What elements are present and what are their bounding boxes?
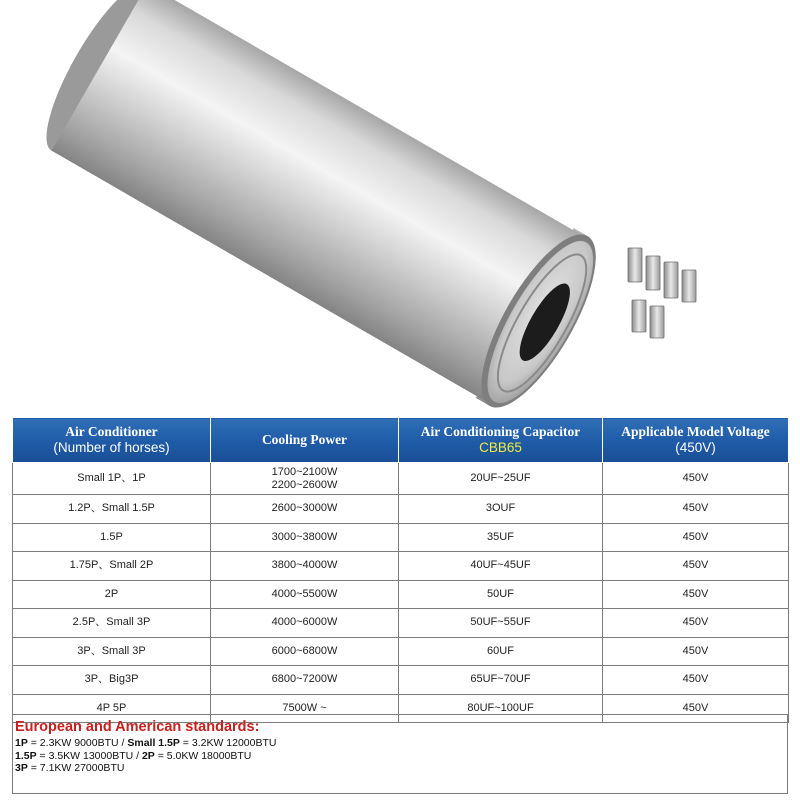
- cell-ac: 4P 5P: [13, 694, 211, 723]
- cell-capacitor: 50UF: [399, 580, 603, 609]
- cell-power: 4000~6000W: [211, 609, 399, 638]
- cell-capacitor: 50UF~55UF: [399, 609, 603, 638]
- cell-voltage: 450V: [603, 523, 789, 552]
- cell-power: 7500W ~: [211, 694, 399, 723]
- cell-ac: Small 1P、1P: [13, 463, 211, 495]
- cell-power: 6000~6800W: [211, 637, 399, 666]
- cell-ac: 3P、Small 3P: [13, 637, 211, 666]
- table-row: [13, 495, 789, 524]
- table-row: [13, 463, 789, 495]
- cell-capacitor: 20UF~25UF: [399, 463, 603, 495]
- cell-ac: 1.2P、Small 1.5P: [13, 495, 211, 524]
- cell-power: 6800~7200W: [211, 666, 399, 695]
- cell-voltage: 450V: [603, 495, 789, 524]
- table-header-row: [13, 418, 789, 463]
- standards-line: 3P = 7.1KW 27000BTU: [15, 762, 125, 775]
- cell-ac: 2.5P、Small 3P: [13, 609, 211, 638]
- cell-capacitor: 60UF: [399, 637, 603, 666]
- header-air-conditioner: Air Conditioner (Number of horses): [13, 418, 211, 463]
- cell-capacitor: 80UF~100UF: [399, 694, 603, 723]
- cell-power: 4000~5500W: [211, 580, 399, 609]
- cell-ac: 2P: [13, 580, 211, 609]
- table-row: [13, 666, 789, 695]
- header-capacitor: Air Conditioning Capacitor CBB65: [399, 418, 603, 463]
- cell-capacitor: 65UF~70UF: [399, 666, 603, 695]
- standards-line: 1P = 2.3KW 9000BTU / Small 1.5P = 3.2KW 12000BTU: [15, 737, 277, 749]
- cell-voltage: 450V: [603, 463, 789, 495]
- cell-voltage: 450V: [603, 609, 789, 638]
- cell-power: 3000~3800W: [211, 523, 399, 552]
- cell-power: 2600~3000W: [211, 495, 399, 524]
- spec-table: [12, 417, 789, 723]
- table-row: [13, 552, 789, 581]
- table-row: [13, 580, 789, 609]
- cell-capacitor: 35UF: [399, 523, 603, 552]
- terminal-pins: [628, 248, 696, 338]
- cell-ac: 1.75P、Small 2P: [13, 552, 211, 581]
- cell-ac: 1.5P: [13, 523, 211, 552]
- cell-capacitor: 3OUF: [399, 495, 603, 524]
- cell-voltage: 450V: [603, 552, 789, 581]
- cell-voltage: 450V: [603, 666, 789, 695]
- table-row: [13, 609, 789, 638]
- cell-power: 3800~4000W: [211, 552, 399, 581]
- cell-voltage: 450V: [603, 580, 789, 609]
- header-cooling-power: Cooling Power: [211, 418, 399, 463]
- cell-voltage: 450V: [603, 637, 789, 666]
- standards-title: European and American standards:: [15, 719, 260, 735]
- cell-power: 1700~2100W 2200~2600W: [211, 463, 399, 495]
- standards-line: 1.5P = 3.5KW 13000BTU / 2P = 5.0KW 18000BTU: [15, 749, 252, 762]
- cell-voltage: 450V: [603, 694, 789, 723]
- table-row: [13, 523, 789, 552]
- table-row: [13, 637, 789, 666]
- header-voltage: Applicable Model Voltage (450V): [603, 418, 789, 463]
- standards-notes: [12, 714, 788, 794]
- cell-capacitor: 40UF~45UF: [399, 552, 603, 581]
- cell-ac: 3P、Big3P: [13, 666, 211, 695]
